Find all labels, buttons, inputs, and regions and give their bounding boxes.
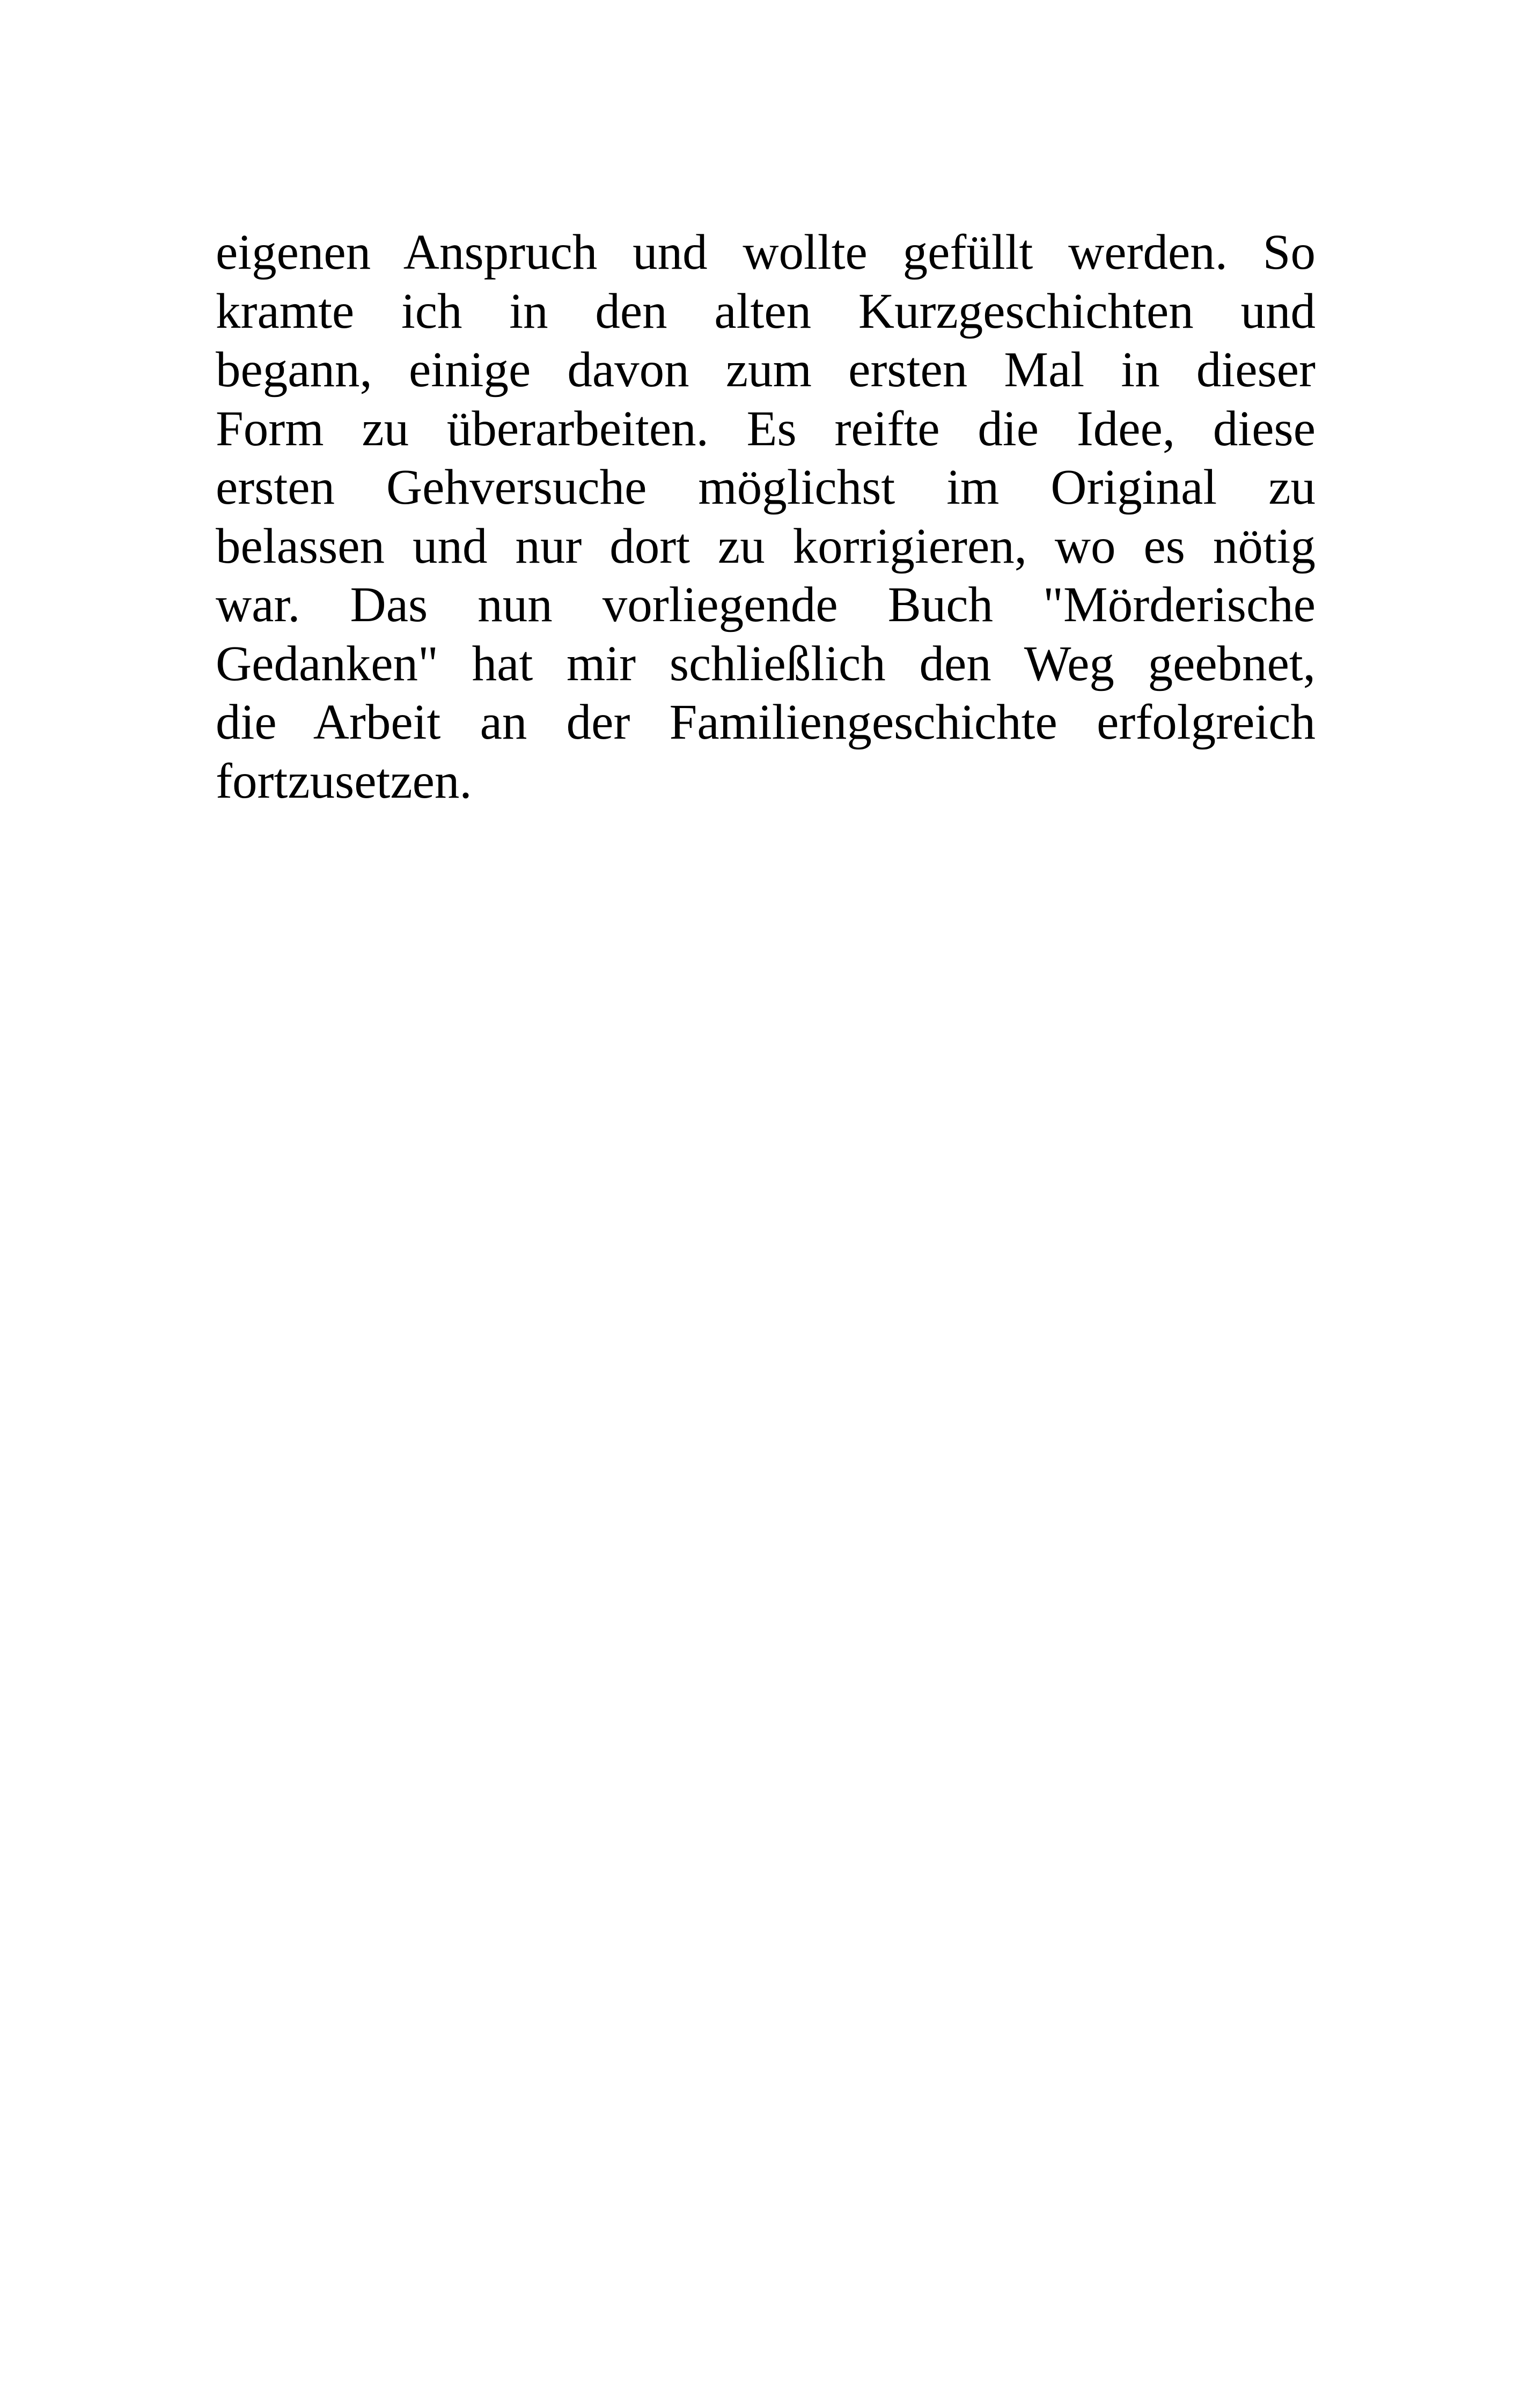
paragraph-line-9: die Arbeit an der Familiengeschichte erfolgreich: [216, 695, 1316, 750]
body-paragraph: [216, 223, 1316, 811]
paragraph-line-7: war. Das nun vorliegende Buch "Mörderische: [216, 577, 1316, 632]
paragraph-line-4: Form zu überarbeiten. Es reifte die Idee, diese: [216, 401, 1316, 456]
paragraph-line-10: fortzusetzen.: [216, 753, 472, 809]
paragraph-line-8: Gedanken" hat mir schließlich den Weg geebnet,: [216, 636, 1316, 691]
paragraph-line-5: ersten Gehversuche möglichst im Original zu: [216, 460, 1316, 515]
paragraph-line-1: eigenen Anspruch und wollte gefüllt werden. So: [216, 225, 1316, 280]
paragraph-line-3: begann, einige davon zum ersten Mal in dieser: [216, 342, 1316, 397]
paragraph-line-6: belassen und nur dort zu korrigieren, wo es nötig: [216, 518, 1316, 574]
paragraph-line-2: kramte ich in den alten Kurzgeschichten und: [216, 283, 1316, 339]
